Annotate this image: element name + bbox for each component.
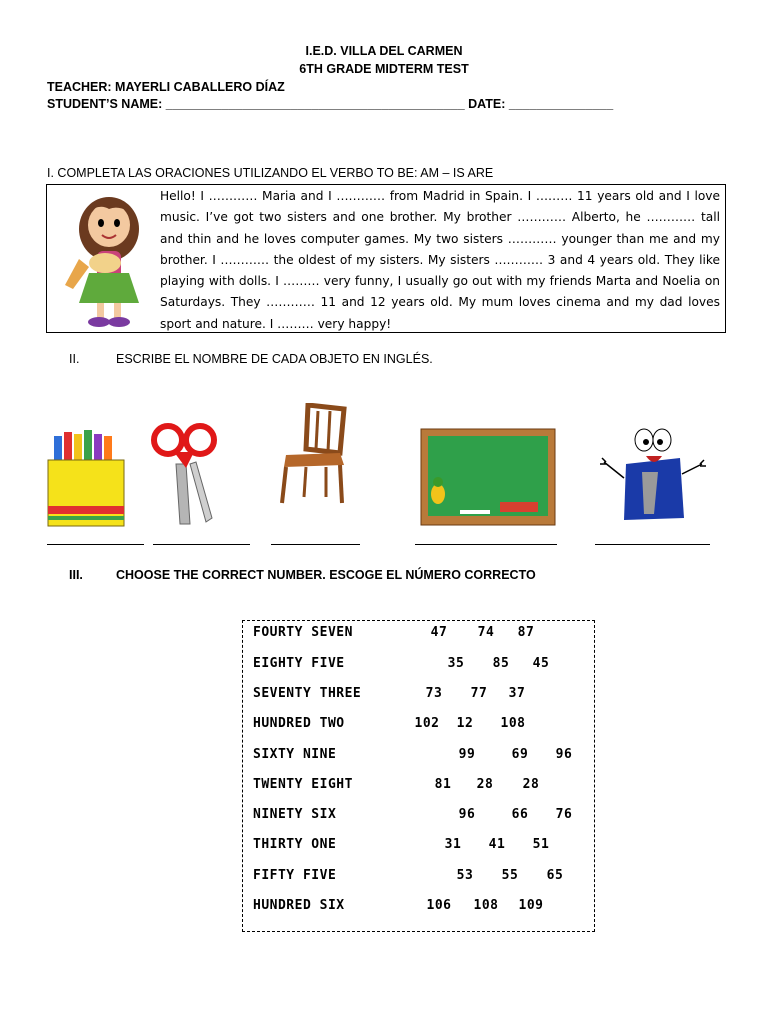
number-option[interactable]: 31: [444, 837, 462, 852]
number-option[interactable]: 28: [522, 777, 540, 792]
number-word: HUNDRED TWO: [253, 716, 345, 731]
pencil-sharpener-picture: [596, 428, 712, 524]
number-option[interactable]: 81: [434, 777, 452, 792]
school-name: I.E.D. VILLA DEL CARMEN: [305, 44, 463, 58]
section-2-title: ESCRIBE EL NOMBRE DE CADA OBJETO EN INGLÉS.: [116, 352, 433, 366]
student-name-date-line[interactable]: STUDENT’S NAME: ___________________________________________ DATE: _______________: [47, 97, 614, 111]
number-option[interactable]: 53: [456, 868, 474, 883]
number-word: SIXTY NINE: [253, 747, 337, 762]
number-option[interactable]: 96: [555, 747, 573, 762]
number-option[interactable]: 51: [532, 837, 550, 852]
number-option[interactable]: 85: [492, 656, 510, 671]
number-option[interactable]: 74: [477, 625, 495, 640]
number-word: TWENTY EIGHT: [253, 777, 353, 792]
number-option[interactable]: 55: [501, 868, 519, 883]
section-1-title: I. COMPLETA LAS ORACIONES UTILIZANDO EL VERBO TO BE: AM – IS ARE: [47, 166, 494, 180]
number-option[interactable]: 106: [426, 898, 452, 913]
number-option[interactable]: 77: [470, 686, 488, 701]
answer-line-chalkboard[interactable]: [415, 544, 557, 545]
number-option[interactable]: 28: [476, 777, 494, 792]
number-word: HUNDRED SIX: [253, 898, 345, 913]
crayons-picture: [46, 430, 126, 527]
teacher-name: TEACHER: MAYERLI CABALLERO DÍAZ: [47, 80, 285, 94]
test-title: 6TH GRADE MIDTERM TEST: [299, 62, 469, 76]
number-word: EIGHTY FIVE: [253, 656, 345, 671]
section-3-number: III.: [69, 568, 83, 582]
number-option[interactable]: 109: [518, 898, 544, 913]
number-option[interactable]: 45: [532, 656, 550, 671]
number-option[interactable]: 73: [425, 686, 443, 701]
number-option[interactable]: 41: [488, 837, 506, 852]
section-2-number: II.: [69, 352, 80, 366]
chair-picture: [278, 403, 352, 505]
chalkboard-picture: [420, 428, 556, 526]
number-option[interactable]: 87: [517, 625, 535, 640]
number-option[interactable]: 108: [500, 716, 526, 731]
answer-line-crayons[interactable]: [47, 544, 144, 545]
story-paragraph: Hello! I ………… Maria and I ………… from Madrid in Spain. I ……… 11 years old and I love music. I’ve got two sisters and one brother. My brother ………… Alberto, he ………… tall and thin and he loves computer games. My two sisters ………… younger than me and my brother. I ………… the oldest of my sisters. My sisters ………… 3 and 4 years old. They like playing with dolls. I ……… very funny, I usually go out with my friends Marta and Noelia on Saturdays. They ………… 11 and 12 years old. My mum loves cinema and my dad loves sport and nature. I ……… very happy!: [160, 189, 720, 331]
number-option[interactable]: 12: [456, 716, 474, 731]
girl-illustration: [59, 189, 149, 331]
number-option[interactable]: 108: [473, 898, 499, 913]
number-word: NINETY SIX: [253, 807, 337, 822]
number-option[interactable]: 99: [458, 747, 476, 762]
number-choice-box: [242, 620, 595, 932]
number-word: THIRTY ONE: [253, 837, 337, 852]
answer-line-chair[interactable]: [271, 544, 360, 545]
number-option[interactable]: 69: [511, 747, 529, 762]
number-option[interactable]: 66: [511, 807, 529, 822]
number-option[interactable]: 65: [546, 868, 564, 883]
number-option[interactable]: 37: [508, 686, 526, 701]
story-box: [46, 184, 726, 333]
answer-line-scissors[interactable]: [153, 544, 250, 545]
number-word: FOURTY SEVEN: [253, 625, 353, 640]
answer-line-sharpener[interactable]: [595, 544, 710, 545]
section-3-title: CHOOSE THE CORRECT NUMBER. ESCOGE EL NÚMERO CORRECTO: [116, 568, 536, 582]
number-option[interactable]: 102: [414, 716, 440, 731]
number-option[interactable]: 35: [447, 656, 465, 671]
number-option[interactable]: 76: [555, 807, 573, 822]
number-option[interactable]: 96: [458, 807, 476, 822]
number-word: FIFTY FIVE: [253, 868, 337, 883]
number-option[interactable]: 47: [430, 625, 448, 640]
scissors-picture: [150, 420, 218, 528]
number-word: SEVENTY THREE: [253, 686, 362, 701]
